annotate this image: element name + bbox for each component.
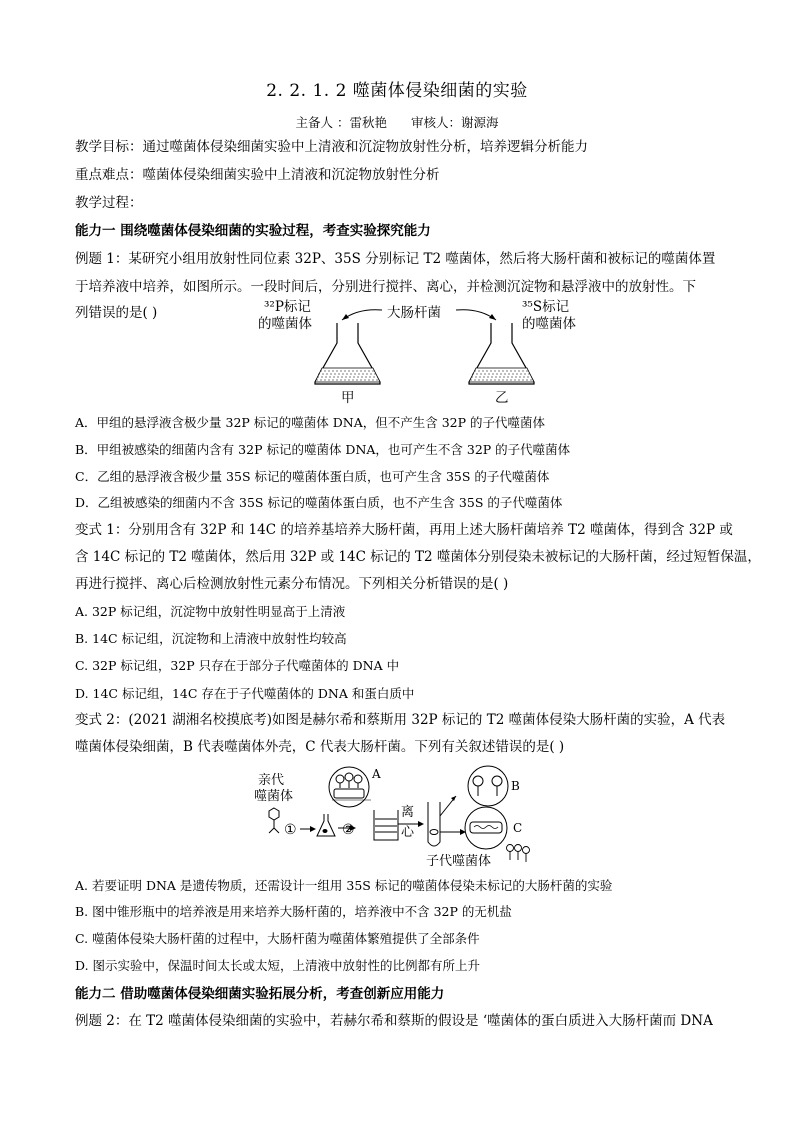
page-title: 2. 2. 1. 2 噬菌体侵染细菌的实验 — [266, 81, 528, 101]
right-label-1: ³⁵S标记 — [522, 299, 570, 315]
key-points: 重点难点：噬菌体侵染细菌实验中上清液和沉淀物放射性分析 — [75, 167, 440, 183]
offspring-label: 子代噬菌体 — [426, 854, 492, 869]
parent-label-1: 亲代 — [258, 773, 285, 788]
centrifuge-1: 离 — [401, 805, 415, 820]
flask-right — [469, 323, 534, 384]
example1-text: 于培养液中培养，如图所示。一段时间后，分别进行搅拌、离心，并检测沉淀物和悬浮液中的放射性。下 — [75, 279, 696, 295]
example1-option-a: A．甲组的悬浮液含极少量 32P 标记的噬菌体 DNA，但不产生含 32P 的子代噬菌体 — [75, 415, 546, 430]
beaker — [374, 810, 398, 840]
variant1-text: 再进行搅拌、离心后检测放射性元素分布情况。下列相关分析错误的是( ) — [75, 576, 509, 592]
ability-one-heading: 能力一 围绕噬菌体侵染细菌的实验过程，考查实验探究能力 — [75, 223, 431, 239]
arrow-left — [342, 310, 382, 320]
example1-text: 例题 1：某研究小组用放射性同位素 32P、35S 分别标记 T2 噬菌体，然后将大肠杆菌和被标记的噬菌体置 — [75, 251, 716, 267]
flask-left-label: 甲 — [341, 390, 355, 406]
variant1-option-b: B. 14C 标记组，沉淀物和上清液中放射性均较高 — [75, 631, 347, 646]
parent-label-2: 噬菌体 — [254, 789, 294, 804]
offspring-phage-icon — [507, 845, 530, 863]
test-tube — [428, 802, 440, 846]
culture-flask — [317, 814, 335, 836]
arrow-right-head — [489, 314, 496, 320]
variant2-text: 噬菌体侵染细菌，B 代表噬菌体外壳，C 代表大肠杆菌。下列有关叙述错误的是( ) — [75, 739, 565, 755]
bacteria-circle — [465, 807, 507, 849]
variant1-option-d: D. 14C 标记组，14C 存在于子代噬菌体的 DNA 和蛋白质中 — [75, 686, 415, 701]
example1-option-b: B．甲组被感染的细菌内含有 32P 标记的噬菌体 DNA，也可产生不含 32P 的子代噬菌体 — [75, 442, 571, 457]
variant1-option-a: A. 32P 标记组，沉淀物中放射性明显高于上清液 — [75, 604, 346, 619]
label-c: C — [513, 821, 523, 835]
example2-text: 例题 2：在 T2 噬菌体侵染细菌的实验中，若赫尔希和蔡斯的假设是 ‘噬菌体的蛋白质进入大肠杆菌而 DNA — [75, 1013, 713, 1029]
arrow-right — [456, 310, 496, 320]
infection-circle — [329, 767, 371, 807]
teaching-goal: 教学目标：通过噬菌体侵染细菌实验中上清液和沉淀物放射性分析，培养逻辑分析能力 — [75, 139, 588, 155]
variant2-text: 变式 2：(2021 湖湘名校摸底考)如图是赫尔希和蔡斯用 32P 标记的 T2 噬菌体侵染大肠杆菌的实验，A 代表 — [75, 712, 726, 728]
variant1-option-c: C. 32P 标记组，32P 只存在于部分子代噬菌体的 DNA 中 — [75, 658, 400, 673]
left-label-2: 的噬菌体 — [258, 316, 312, 332]
figure-flasks — [250, 296, 590, 408]
arrow-left-head — [342, 314, 349, 320]
teaching-process: 教学过程： — [75, 195, 143, 211]
variant2-option-b: B. 图中锥形瓶中的培养液是用来培养大肠杆菌的，培养液中不含 32P 的无机盐 — [75, 904, 512, 919]
figure-experiment-flow — [250, 764, 550, 870]
middle-label: 大肠杆菌 — [387, 305, 441, 321]
variant2-option-c: C. 噬菌体侵染大肠杆菌的过程中，大肠杆菌为噬菌体繁殖提供了全部条件 — [75, 931, 480, 946]
example1-option-d: D．乙组被感染的细菌内不含 35S 标记的噬菌体蛋白质，也不产生含 35S 的子代噬菌体 — [75, 495, 563, 510]
variant1-text: 变式 1：分别用含有 32P 和 14C 的培养基培养大肠杆菌，再用上述大肠杆菌培养 T2 噬菌体，得到含 32P 或 — [75, 522, 733, 538]
example1-text: 列错误的是( ) — [75, 305, 158, 321]
phage-icon — [269, 808, 279, 833]
reviewer: 审核人：谢源海 — [410, 115, 499, 130]
ability-two-heading: 能力二 借助噬菌体侵染细菌实验拓展分析，考查创新应用能力 — [75, 986, 445, 1002]
centrifuge-2: 心 — [401, 825, 415, 840]
example1-option-c: C．乙组的悬浮液含极少量 35S 标记的噬菌体蛋白质，也可产生含 35S 的子代噬菌体 — [75, 469, 550, 484]
left-label-1: ³²P标记 — [264, 299, 311, 315]
right-label-2: 的噬菌体 — [522, 316, 576, 332]
step-2: ② — [342, 822, 355, 838]
label-b: B — [511, 779, 520, 793]
preparer: 主备人 ：雷秋艳 — [295, 115, 387, 130]
flask-left — [315, 323, 380, 384]
author-line — [0, 113, 794, 131]
phage-coat-circle — [468, 766, 508, 806]
step-1: ① — [284, 822, 297, 838]
flask-right-label: 乙 — [495, 390, 509, 406]
variant1-text: 含 14C 标记的 T2 噬菌体，然后用 32P 或 14C 标记的 T2 噬菌体分别侵染未被标记的大肠杆菌，经过短暂保温， — [75, 549, 761, 565]
variant2-option-d: D. 图示实验中，保温时间太长或太短，上清液中放射性的比例都有所上升 — [75, 958, 481, 973]
variant2-option-a: A. 若要证明 DNA 是遗传物质，还需设计一组用 35S 标记的噬菌体侵染未标记的大肠杆菌的实验 — [75, 878, 613, 893]
label-a: A — [372, 767, 381, 781]
